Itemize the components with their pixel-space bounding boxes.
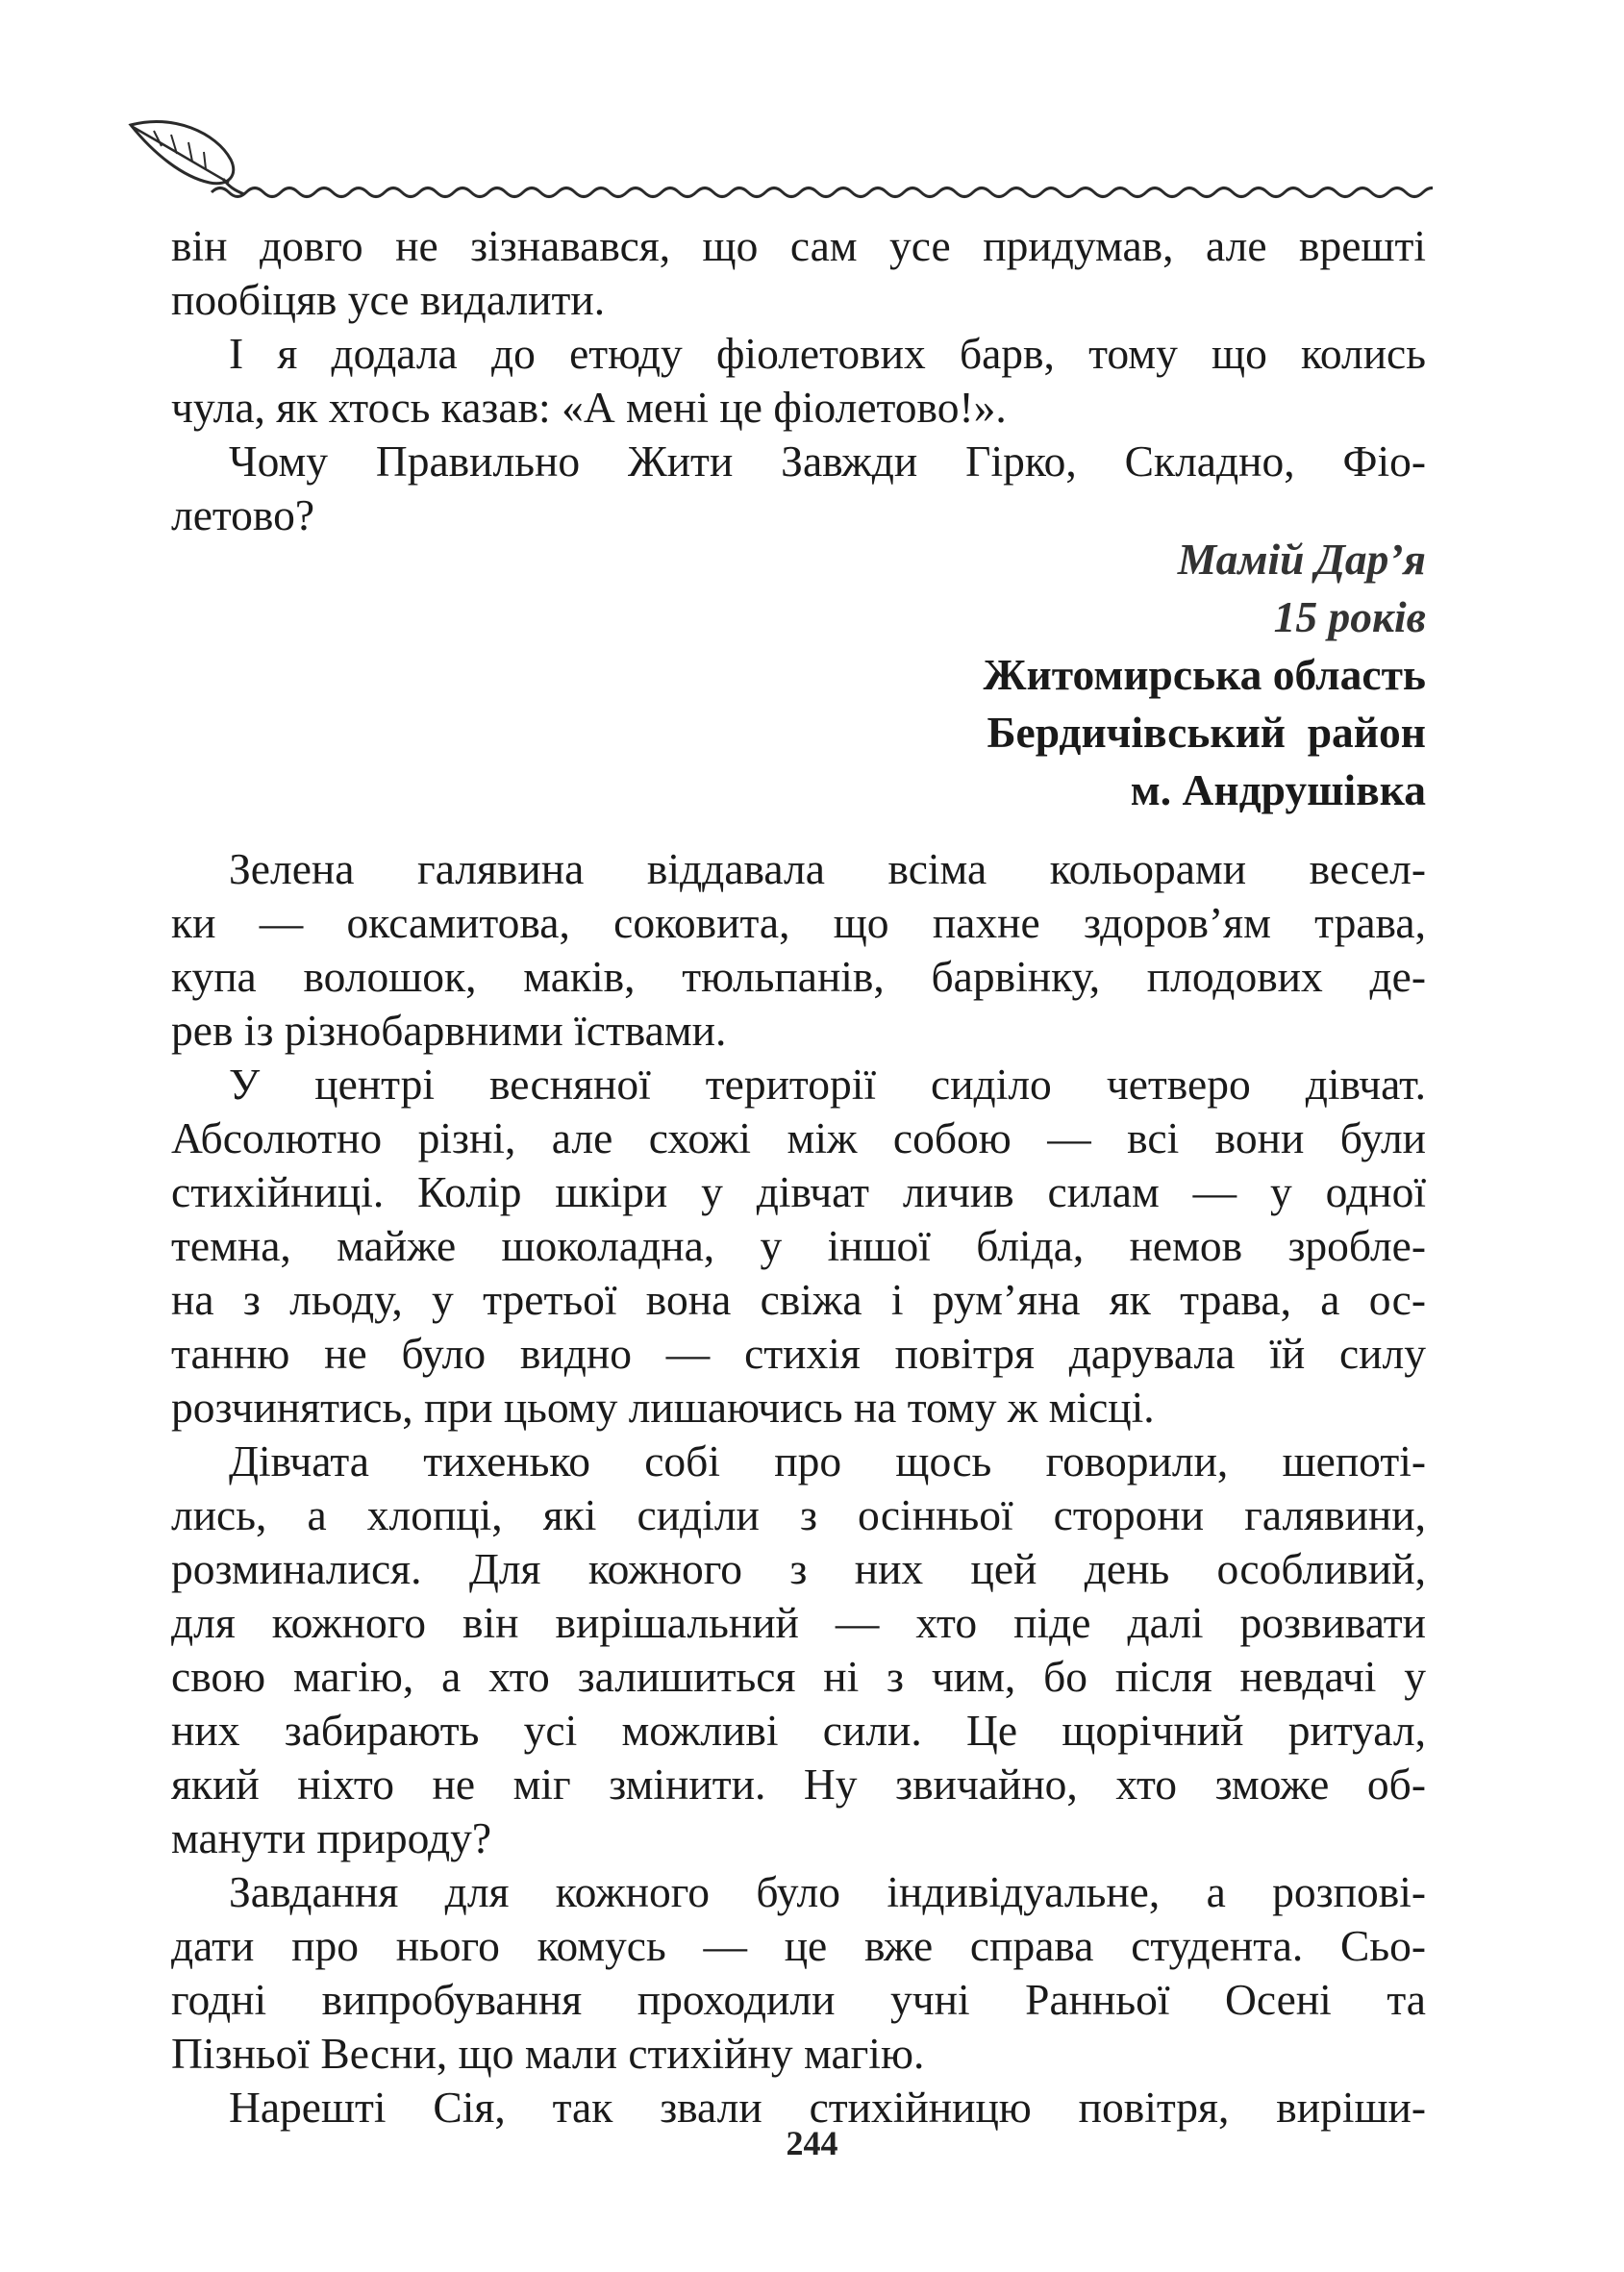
text-line: дати про нього комусь — це вже справа студента. Сьо- — [171, 1921, 1426, 1970]
text-line: ки — оксамитова, соковита, що пахне здоров’ям трава, — [171, 898, 1426, 947]
text-line: рев із різнобарвними їствами. — [171, 1006, 727, 1055]
text-line: Завдання для кожного було індивідуальне, а розпові- — [229, 1867, 1426, 1916]
text-line: летово? — [171, 490, 315, 539]
text-line: лись, а хлопці, які сиділи з осінньої сторони галявини, — [171, 1490, 1426, 1539]
text-line: танню не було видно — стихія повітря дарувала їй силу — [171, 1329, 1426, 1378]
text-line: манути природу? — [171, 1813, 492, 1862]
text-line: стихійниці. Колір шкіри у дівчат личив силам — у одної — [171, 1167, 1426, 1216]
text-line: них забирають усі можливі сили. Це щорічний ритуал, — [171, 1706, 1426, 1755]
page-number: 244 — [786, 2124, 838, 2162]
text-line: Чому Правильно Жити Завжди Гірко, Складно, Фіо- — [229, 437, 1426, 486]
paragraph-block-1 — [171, 219, 1426, 542]
author-age: 15 років — [1273, 592, 1426, 641]
text-line: на з льоду, у третьої вона свіжа і рум’яна як трава, а ос- — [171, 1275, 1426, 1324]
text-line: який ніхто не міг змінити. Ну звичайно, хто зможе об- — [171, 1760, 1426, 1809]
text-line: купа волошок, маків, тюльпанів, барвінку, плодових де- — [171, 952, 1426, 1001]
text-line: Дівчата тихенько собі про щось говорили, шепоті- — [229, 1436, 1426, 1486]
text-line: він довго не зізнавався, що сам усе придумав, але врешті — [171, 221, 1426, 270]
text-line: для кожного він вирішальний — хто піде далі розвивати — [171, 1598, 1426, 1647]
text-line: пообіцяв усе видалити. — [171, 275, 606, 324]
wavy-divider — [212, 188, 1433, 197]
text-line: чула, як хтось казав: «А мені це фіолетово!». — [171, 383, 1007, 432]
text-line: Нарешті Сія, так звали стихійницю повітря, виріши- — [229, 2083, 1426, 2132]
header-ornament — [115, 104, 1433, 210]
author-district: Бердичівський район — [987, 708, 1426, 757]
text-line: темна, майже шоколадна, у іншої бліда, немов зробле- — [171, 1221, 1426, 1270]
text-line: У центрі весняної території сиділо четверо дівчат. — [229, 1060, 1426, 1109]
paragraph-block-2 — [171, 842, 1426, 2135]
author-region: Житомирська область — [983, 650, 1426, 699]
text-line: І я додала до етюду фіолетових барв, тому що колись — [229, 329, 1426, 378]
author-town: м. Андрушівка — [1130, 765, 1426, 814]
text-line: свою магію, а хто залишиться ні з чим, бо після невдачі у — [171, 1652, 1426, 1701]
text-line: розчинятись, при цьому лишаючись на тому ж місці. — [171, 1383, 1155, 1432]
text-line: Зелена галявина віддавала всіма кольорами весел- — [229, 844, 1426, 893]
text-line: розминалися. Для кожного з них цей день особливий, — [171, 1544, 1426, 1593]
author-name: Мамій Дар’я — [1177, 535, 1426, 584]
text-line: Абсолютно різні, але схожі між собою — всі вони були — [171, 1113, 1426, 1162]
author-signature — [983, 531, 1426, 819]
feather-quill-icon — [131, 121, 244, 194]
text-line: годні випробування проходили учні Ранньої Осені та — [171, 1975, 1426, 2024]
text-line: Пізньої Весни, що мали стихійну магію. — [171, 2029, 925, 2078]
